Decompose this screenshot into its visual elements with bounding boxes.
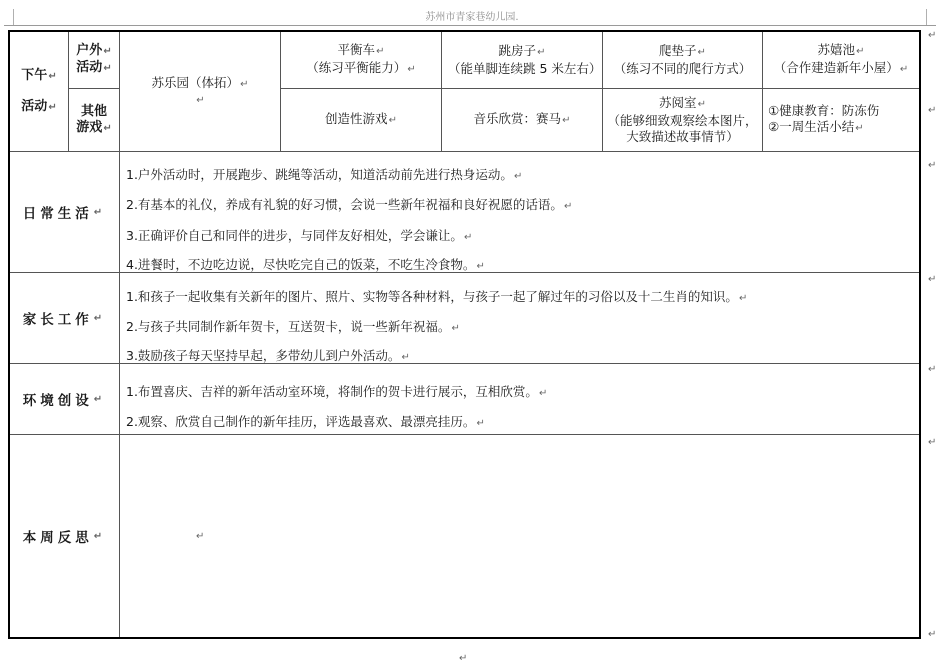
park-name: 苏乐园（体拓） — [151, 74, 240, 90]
row-end-mark: ↵ — [928, 364, 937, 375]
daily-life-label: 日常生活 ↵ — [10, 152, 120, 273]
other-item-1: 创造性游戏↵ — [281, 89, 442, 152]
outdoor-item-3: 爬垫子↵ （练习不同的爬行方式） — [603, 32, 763, 89]
page-header: 苏州市青家巷幼儿园. — [425, 12, 519, 23]
environment-label: 环境创设 ↵ — [10, 364, 120, 435]
environment-list — [120, 364, 919, 435]
other-item-3: 苏阅室↵ （能够细致观察绘本图片，大致描述故事情节） — [603, 89, 763, 152]
daily-life-list — [120, 152, 919, 273]
other-item-2: 音乐欣赏：赛马↵ — [442, 89, 603, 152]
row-end-mark: ↵ — [928, 437, 937, 448]
header-corner-left — [5, 9, 14, 25]
paragraph-mark: ↵ — [196, 531, 205, 542]
row-end-mark: ↵ — [928, 274, 937, 285]
list-item: 2.观察、欣赏自己制作的新年挂历，评选最喜欢、最漂亮挂历。↵ — [126, 414, 485, 429]
list-item: 3.鼓励孩子每天坚持早起，多带幼儿到户外活动。↵ — [126, 348, 410, 363]
outdoor-item-1: 平衡车↵ （练习平衡能力）↵ — [281, 32, 442, 89]
afternoon-activity-label: 下午↵ 活动↵ — [10, 32, 69, 152]
list-item: 1.和孩子一起收集有关新年的图片、照片、实物等各种材料，与孩子一起了解过年的习俗以及十二生肖的知识。↵ — [126, 289, 748, 304]
other-item-4: ①健康教育：防冻伤 ②一周生活小结↵ — [763, 89, 919, 152]
parents-work-label: 家长工作 ↵ — [10, 273, 120, 364]
list-item: 4.进餐时，不边吃边说，尽快吃完自己的饭菜，不吃生冷食物。↵ — [126, 257, 485, 272]
reflection-label: 本周反思 ↵ — [10, 435, 120, 637]
row-end-mark: ↵ — [928, 160, 937, 171]
other-games-label: 其他 游戏↵ — [69, 89, 120, 152]
header-corner-right — [926, 9, 935, 25]
footer-paragraph-mark: ↵ — [459, 653, 468, 664]
list-item: 2.与孩子共同制作新年贺卡，互送贺卡，说一些新年祝福。↵ — [126, 319, 460, 334]
weekly-plan-table — [8, 30, 921, 639]
row-end-mark: ↵ — [928, 629, 937, 640]
parents-work-list — [120, 273, 919, 364]
outdoor-item-4: 苏嬉池↵ （合作建造新年小屋）↵ — [763, 32, 919, 89]
reflection-area[interactable] — [120, 435, 919, 637]
row-end-mark: ↵ — [928, 30, 937, 41]
outdoor-activity-label: 户外↵ 活动↵ — [69, 32, 120, 89]
list-item: 1.户外活动时，开展跑步、跳绳等活动，知道活动前先进行热身运动。↵ — [126, 167, 523, 182]
list-item: 2.有基本的礼仪，养成有礼貌的好习惯，会说一些新年祝福和良好祝愿的话语。↵ — [126, 197, 573, 212]
header-rule — [4, 25, 936, 26]
park-cell: 苏乐园（体拓）↵ ↵ — [120, 32, 281, 152]
row-end-mark: ↵ — [928, 105, 937, 116]
list-item: 3.正确评价自己和同伴的进步，与同伴友好相处，学会谦让。↵ — [126, 228, 473, 243]
outdoor-item-2: 跳房子↵ （能单脚连续跳 5 米左右） — [442, 32, 603, 89]
list-item: 1.布置喜庆、吉祥的新年活动室环境，将制作的贺卡进行展示，互相欣赏。↵ — [126, 384, 548, 399]
